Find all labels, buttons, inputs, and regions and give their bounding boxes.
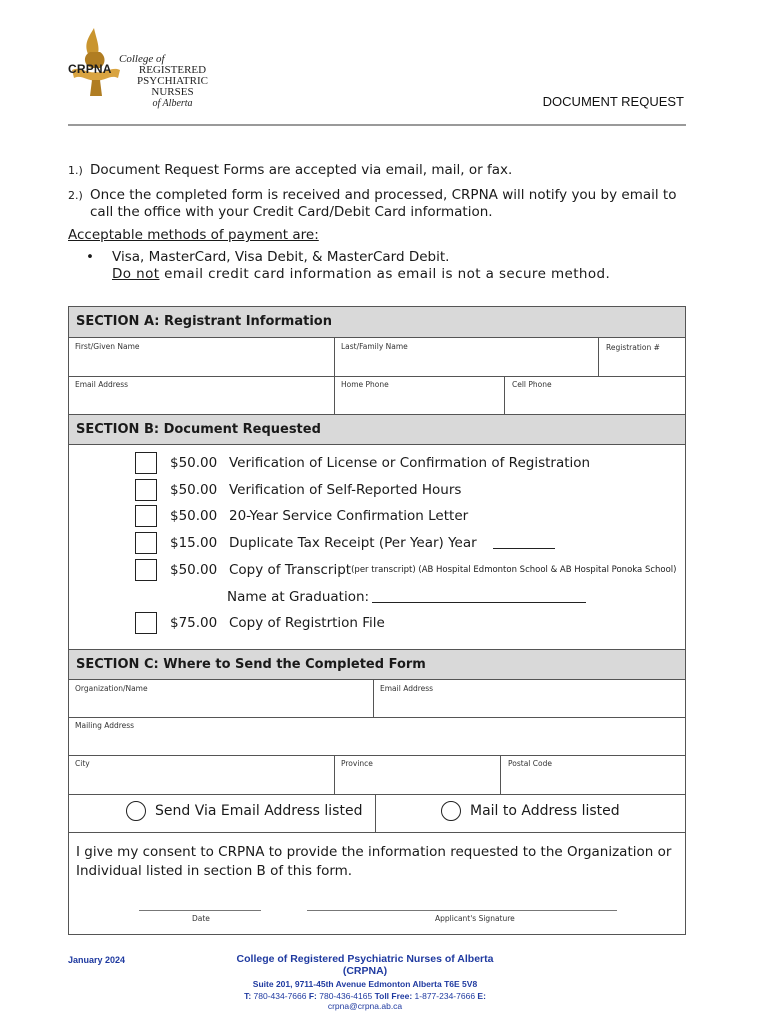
security-note [112, 266, 610, 283]
logo-line-2: REGISTERED [138, 64, 207, 76]
option-checkbox[interactable] [135, 505, 157, 527]
graduation-row [227, 589, 586, 605]
option-row [135, 559, 677, 581]
option-price: $50.00 [170, 508, 218, 524]
divider [334, 755, 335, 795]
send-email-field[interactable]: Email Address [380, 684, 434, 693]
tollfree-label: Toll Free: [374, 991, 413, 1001]
logo-abbreviation: CRPNA [68, 62, 112, 76]
title-divider [68, 124, 686, 126]
instruction-text: Document Request Forms are accepted via email, mail, or fax. [90, 162, 513, 178]
province-field[interactable]: Province [341, 759, 373, 768]
footer-phones [220, 991, 510, 1011]
postal-code-field[interactable]: Postal Code [508, 759, 552, 768]
revision-date: January 2024 [68, 955, 126, 965]
tollfree-value: 1-877-234-7666 [412, 991, 478, 1001]
logo-org-name [119, 54, 226, 109]
option-label: Verification of License or Confirmation of Registration [229, 455, 591, 471]
section-c-header: SECTION C: Where to Send the Completed Form [69, 649, 685, 680]
home-phone-field[interactable]: Home Phone [341, 380, 389, 389]
option-price: $50.00 [170, 455, 218, 471]
registration-field[interactable]: Registration # [606, 343, 660, 352]
payment-methods: Visa, MasterCard, Visa Debit, & MasterCard Debit. [112, 249, 450, 265]
bullet-dot-icon: • [86, 249, 94, 265]
option-checkbox[interactable] [135, 452, 157, 474]
city-field[interactable]: City [75, 759, 90, 768]
option-checkbox[interactable] [135, 612, 157, 634]
option-price: $50.00 [170, 482, 218, 498]
logo-line-3: PSYCHIATRIC NURSES [137, 75, 208, 98]
divider [375, 795, 376, 833]
radio-mail-label: Mail to Address listed [470, 803, 620, 819]
option-price: $50.00 [170, 562, 218, 578]
row-divider [69, 376, 685, 377]
graduation-label: Name at Graduation: [227, 589, 370, 605]
last-name-field[interactable]: Last/Family Name [341, 342, 408, 351]
footer-org: College of Registered Psychiatric Nurses of Alberta (CRPNA) [236, 953, 494, 977]
option-price: $15.00 [170, 535, 218, 551]
instruction-item [68, 187, 688, 221]
option-price: $75.00 [170, 615, 218, 631]
option-row [135, 532, 555, 554]
option-row [135, 479, 461, 501]
email-label: E: [477, 991, 486, 1001]
radio-circle-icon[interactable] [441, 801, 461, 821]
security-note-text: email credit card information as email is not a secure method. [159, 266, 611, 282]
section-a-header: SECTION A: Registrant Information [69, 307, 685, 338]
cell-phone-field[interactable]: Cell Phone [512, 380, 552, 389]
divider [500, 755, 501, 795]
delivery-options [69, 795, 685, 833]
option-checkbox[interactable] [135, 559, 157, 581]
footer-contact [220, 953, 510, 1011]
radio-circle-icon[interactable] [126, 801, 146, 821]
option-row [135, 612, 385, 634]
footer-address: Suite 201, 9711-45th Avenue Edmonton Alberta T6E 5V8 [252, 979, 478, 989]
year-input[interactable] [493, 537, 555, 549]
signature-label: Applicant's Signature [435, 914, 515, 923]
email-field[interactable]: Email Address [75, 380, 129, 389]
section-b-header: SECTION B: Document Requested [69, 414, 685, 445]
divider [373, 680, 374, 718]
date-input[interactable] [139, 910, 261, 911]
option-label: Verification of Self-Reported Hours [229, 482, 462, 498]
row-divider [69, 832, 685, 833]
request-form [68, 306, 686, 935]
radio-email-label: Send Via Email Address listed [155, 803, 363, 819]
mailing-address-field[interactable]: Mailing Address [75, 721, 135, 730]
signature-input[interactable] [307, 910, 617, 911]
divider [504, 376, 505, 414]
divider [598, 338, 599, 377]
phone-label: T: [244, 991, 252, 1001]
option-note: (per transcript) (AB Hospital Edmonton School & AB Hospital Ponoka School) [351, 565, 677, 575]
fax-value: 780-436-4165 [316, 991, 375, 1001]
logo-line-1: College of [119, 53, 165, 65]
instructions [68, 162, 688, 283]
option-label: 20-Year Service Confirmation Letter [229, 508, 469, 524]
row-divider [69, 717, 685, 718]
instruction-number: 1.) [68, 164, 83, 177]
option-row [135, 505, 468, 527]
option-row [135, 452, 590, 474]
crpna-logo [66, 26, 226, 109]
option-checkbox[interactable] [135, 532, 157, 554]
logo-line-4: of Alberta [152, 98, 193, 109]
consent-statement: I give my consent to CRPNA to provide the information requested to the Organization or Individual listed in section B of this form. [76, 844, 672, 879]
graduation-name-input[interactable] [372, 591, 586, 603]
fax-label: F: [308, 991, 317, 1001]
option-label: Copy of Transcript [229, 562, 352, 578]
option-label: Duplicate Tax Receipt (Per Year) Year [229, 535, 477, 551]
organization-field[interactable]: Organization/Name [75, 684, 148, 693]
instruction-text: Once the completed form is received and processed, CRPNA will notify you by email to call the office with your Credit Card/Debit Card information. [90, 187, 677, 220]
payment-bullet [86, 249, 688, 283]
instruction-item [68, 162, 688, 179]
option-label: Copy of Registrtion File [229, 615, 385, 631]
phone-value: 780-434-7666 [251, 991, 309, 1001]
first-name-field[interactable]: First/Given Name [75, 342, 140, 351]
radio-send-email[interactable] [126, 801, 362, 821]
date-label: Date [192, 914, 210, 923]
row-divider [69, 755, 685, 756]
email-value[interactable]: crpna@crpna.ab.ca [327, 1001, 403, 1011]
payment-methods-title: Acceptable methods of payment are: [68, 227, 319, 243]
security-note-emphasis: Do not [112, 266, 160, 282]
instruction-number: 2.) [68, 189, 83, 202]
radio-mail-address[interactable] [441, 801, 620, 821]
option-checkbox[interactable] [135, 479, 157, 501]
document-title: DOCUMENT REQUEST [542, 94, 684, 109]
